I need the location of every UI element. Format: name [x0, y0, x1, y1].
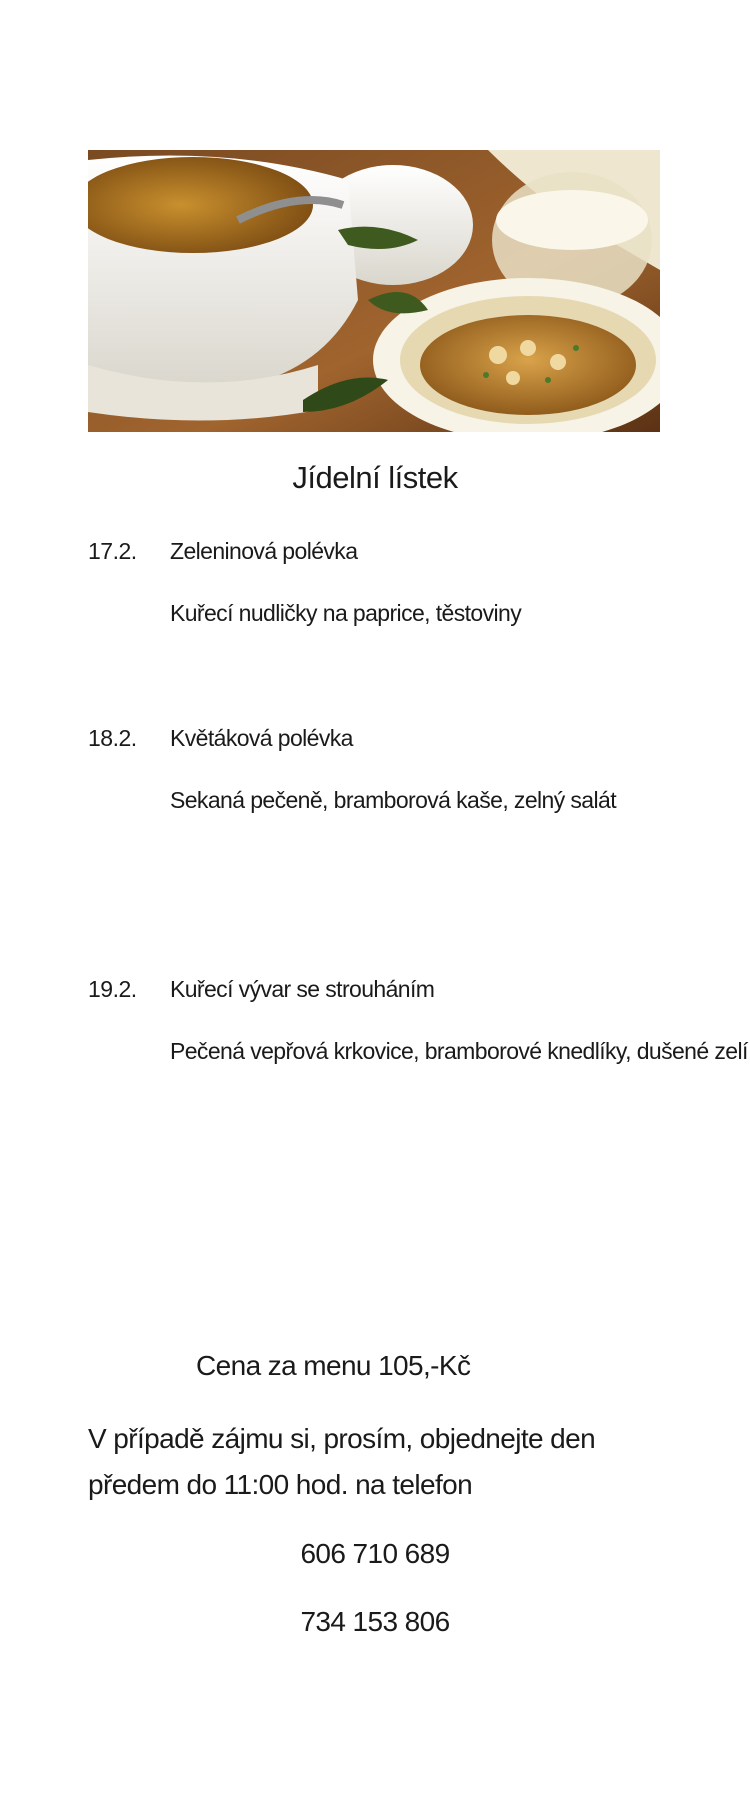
day-soup: Květáková polévka — [170, 725, 353, 751]
phone-number: 606 710 689 — [300, 1538, 450, 1569]
day-main-course: Kuřecí nudličky na paprice, těstoviny — [170, 600, 522, 626]
day-soup: Zeleninová polévka — [170, 538, 358, 564]
day-soup: Kuřecí vývar se strouháním — [170, 976, 435, 1002]
day-date: 18.2. — [88, 725, 137, 751]
soup-photo — [88, 150, 660, 432]
menu-price: Cena za menu 105,-Kč — [196, 1350, 471, 1381]
day-main-course: Sekaná pečeně, bramborová kaše, zelný salát — [170, 787, 616, 813]
phone-number: 734 153 806 — [300, 1606, 450, 1637]
menu-title: Jídelní lístek — [292, 460, 458, 495]
day-date: 19.2. — [88, 976, 137, 1002]
order-instructions: V případě zájmu si, prosím, objednejte den předem do 11:00 hod. na telefon — [88, 1423, 596, 1500]
day-date: 17.2. — [88, 538, 137, 564]
day-main-course: Pečená vepřová krkovice, bramborové knedlíky, dušené zelí — [170, 1038, 748, 1064]
